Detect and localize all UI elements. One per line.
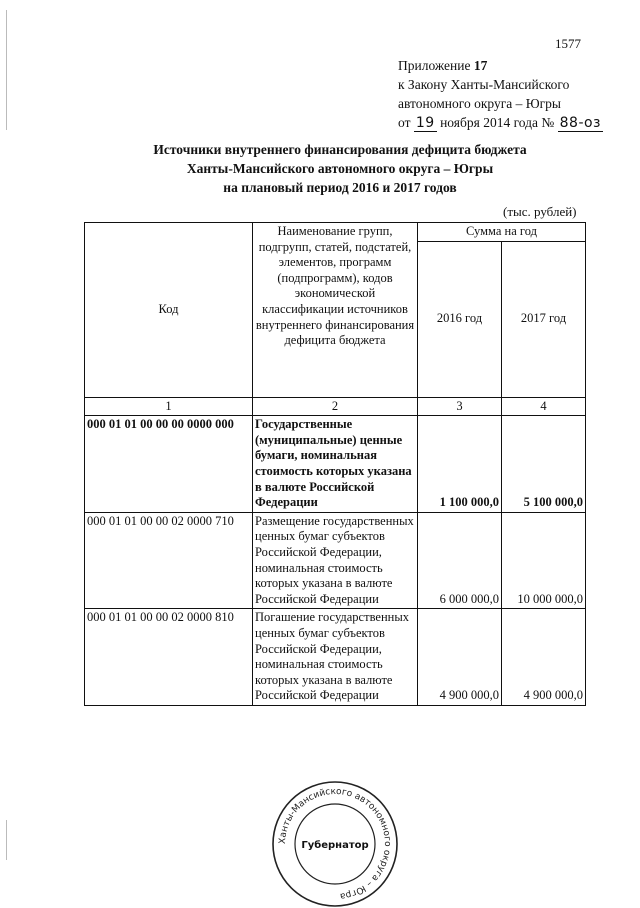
page-number: 1577 <box>555 36 581 51</box>
header-row-1 <box>85 223 586 242</box>
column-number-row <box>85 397 586 416</box>
appendix-date-day: 19 <box>415 115 435 131</box>
column-number: 3 <box>418 397 502 416</box>
row-code: 000 01 01 00 00 02 0000 810 <box>85 609 253 706</box>
table-row <box>85 609 586 706</box>
appendix-number: 17 <box>473 58 488 73</box>
title-line-3: на плановый период 2016 и 2017 годов <box>223 180 457 195</box>
column-number: 4 <box>502 397 586 416</box>
row-amount-2017: 4 900 000,0 <box>502 609 586 706</box>
appendix-date-prefix: от <box>398 115 411 130</box>
scan-edge-mark <box>6 10 7 130</box>
row-amount-2016: 4 900 000,0 <box>418 609 502 706</box>
title-line-2: Ханты-Мансийского автономного округа – Югры <box>186 161 494 176</box>
appendix-line-3: автономного округа – Югры <box>398 96 561 111</box>
row-amount-2016: 1 100 000,0 <box>418 416 502 513</box>
row-amount-2017: 5 100 000,0 <box>502 416 586 513</box>
row-amount-2017: 10 000 000,0 <box>502 512 586 609</box>
units-note: (тыс. рублей) <box>503 204 577 219</box>
header-year-2016: 2016 год <box>418 241 502 397</box>
appendix-line-2: к Закону Ханты-Мансийского <box>398 77 570 92</box>
row-name: Размещение государственных ценных бумаг субъектов Российской Федерации, номинальная стоимость которых указана в валюте Российской Федерации <box>253 512 418 609</box>
header-code: Код <box>85 223 253 398</box>
row-code: 000 01 01 00 00 02 0000 710 <box>85 512 253 609</box>
column-number: 2 <box>253 397 418 416</box>
appendix-law-number: 88-оз <box>559 115 602 131</box>
row-name: Погашение государственных ценных бумаг субъектов Российской Федерации, номинальная стоимость которых указана в валюте Российской Федерации <box>253 609 418 706</box>
title-line-1: Источники внутреннего финансирования дефицита бюджета <box>153 142 527 157</box>
table-row <box>85 416 586 513</box>
header-year-2017: 2017 год <box>502 241 586 397</box>
row-amount-2016: 6 000 000,0 <box>418 512 502 609</box>
appendix-label: Приложение <box>398 58 471 73</box>
header-sum: Сумма на год <box>418 223 586 242</box>
appendix-line-4 <box>398 113 603 132</box>
column-number: 1 <box>85 397 253 416</box>
row-name: Государственные (муниципальные) ценные бумаги, номинальная стоимость которых указана в валюте Российской Федерации <box>253 416 418 513</box>
seal-ring-text: Ханты-Мансийского автономного округа – Югра <box>277 786 393 901</box>
appendix-date-rest: ноября 2014 года № <box>440 115 555 130</box>
seal-center-text: Губернатор <box>301 840 369 851</box>
document-title <box>60 140 620 197</box>
appendix-header <box>398 56 603 132</box>
governor-seal <box>268 780 402 908</box>
financing-sources-table <box>84 222 586 706</box>
scan-edge-mark <box>6 820 7 860</box>
row-code: 000 01 01 00 00 00 0000 000 <box>85 416 253 513</box>
header-name: Наименование групп, подгрупп, статей, подстатей, элементов, программ (подпрограмм), кодов экономической классификации источников внутреннего финансирования дефицита бюджета <box>253 223 418 398</box>
table-row <box>85 512 586 609</box>
appendix-line-1 <box>398 56 603 75</box>
